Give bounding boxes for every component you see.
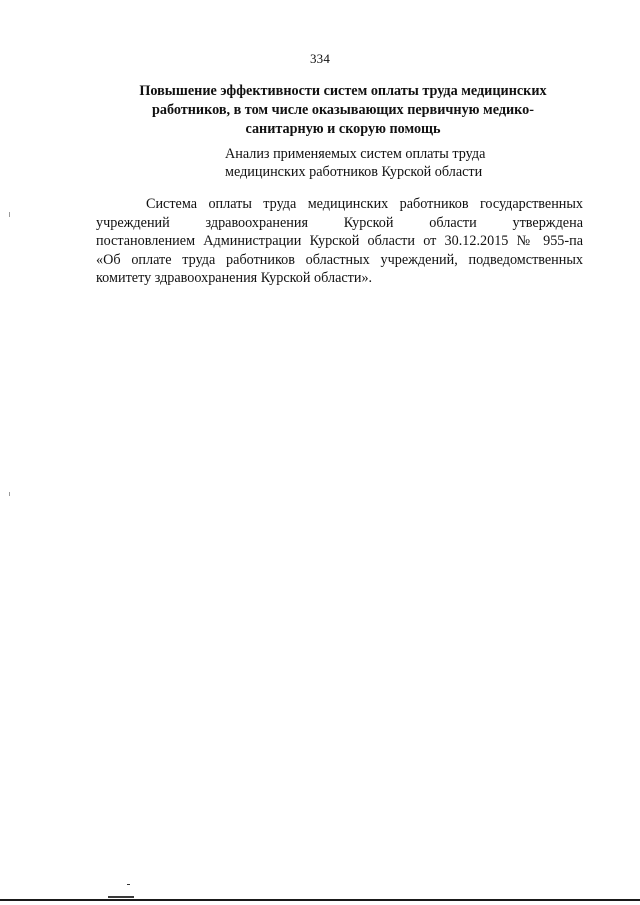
paragraph-line: Система оплаты труда медицинских работников государственных — [146, 196, 583, 212]
paragraph-line: комитету здравоохранения Курской области». — [96, 270, 373, 286]
paragraph-line: учреждений здравоохранения Курской области утверждена — [96, 214, 583, 231]
scan-artifact — [9, 492, 10, 496]
subtitle-line: Анализ применяемых систем оплаты труда — [225, 146, 486, 162]
paragraph-line: постановлением Администрации Курской области от 30.12.2015 № 955-па — [96, 233, 583, 249]
section-title-line: санитарную и скорую помощь — [245, 121, 441, 137]
subtitle-line: медицинских работников Курской области — [225, 164, 483, 180]
section-title — [108, 82, 578, 139]
paragraph-line: «Об оплате труда работников областных учреждений, подведомственных — [96, 251, 583, 268]
scan-artifact — [9, 212, 10, 217]
section-title-line: Повышение эффективности систем оплаты труда медицинских — [139, 83, 547, 99]
section-title-line: работников, в том числе оказывающих первичную медико- — [151, 102, 534, 118]
scan-artifact — [127, 884, 130, 885]
page-number: 334 — [309, 51, 331, 66]
page-bottom-edge — [0, 899, 640, 901]
section-subtitle — [225, 145, 545, 181]
scan-artifact — [108, 896, 134, 898]
body-paragraph — [96, 195, 583, 288]
